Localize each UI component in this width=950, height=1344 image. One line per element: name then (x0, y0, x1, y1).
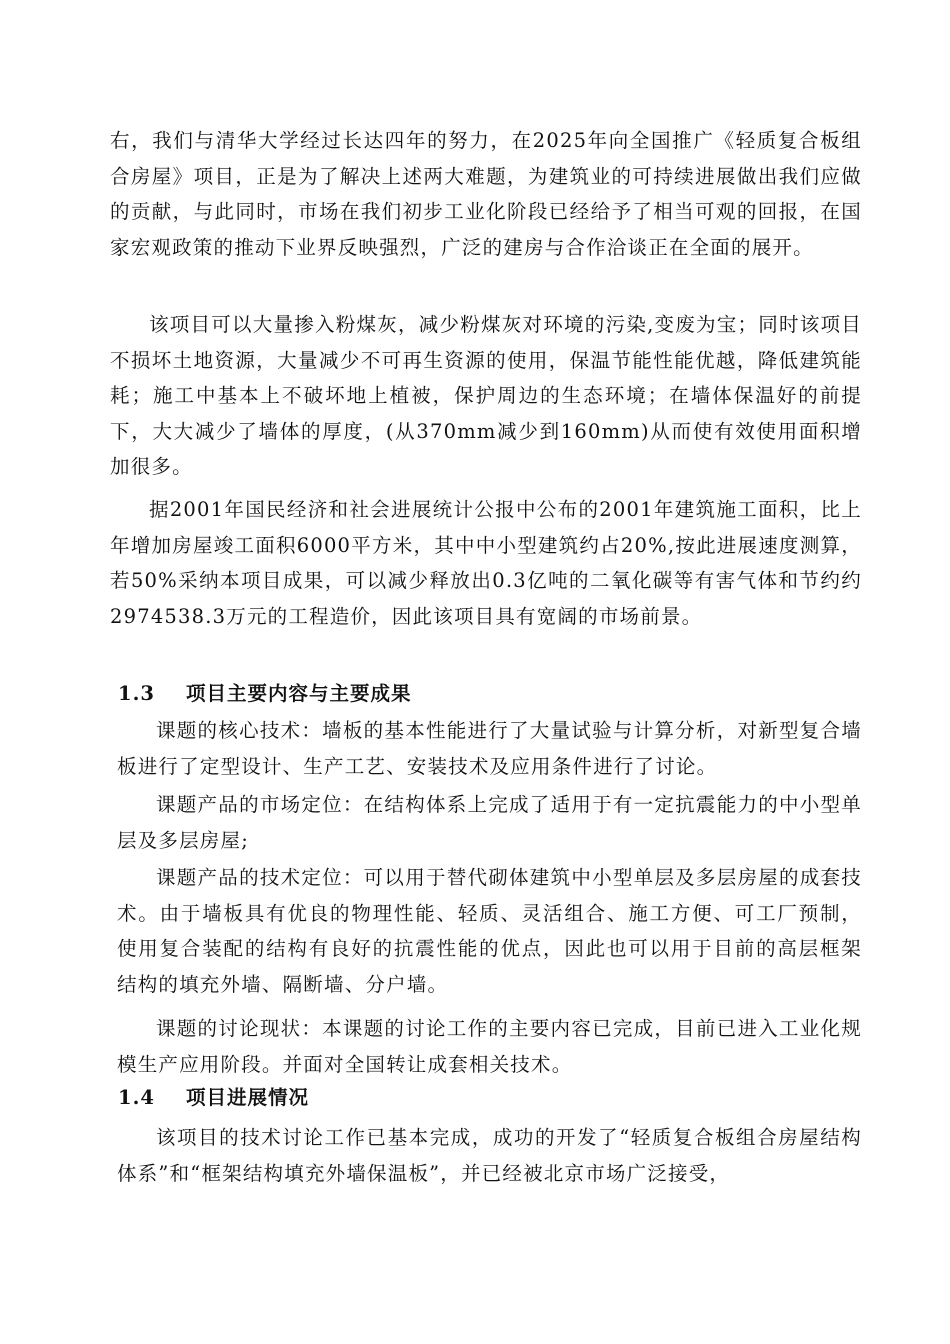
section-title: 项目进展情况 (186, 1086, 310, 1109)
paragraph-core-technology: 课题的核心技术：墙板的基本性能进行了大量试验与计算分析，对新型复合墙板进行了定型设计、生产工艺、安装技术及应用条件进行了讨论。 (117, 719, 862, 778)
section-number: 1.3 (118, 682, 155, 705)
section-number: 1.4 (118, 1086, 155, 1109)
paragraph-technical-positioning: 课题产品的技术定位：可以用于替代砌体建筑中小型单层及多层房屋的成套技术。由于墙板具有优良的物理性能、轻质、灵活组合、施工方便、可工厂预制，使用复合装配的结构有良好的抗震性能的优点，因此也可以用于目前的高层框架结构的填充外墙、隔断墙、分户墙。 (117, 866, 862, 996)
section-heading-1-3 (118, 679, 412, 709)
paragraph-environment: 该项目可以大量掺入粉煤灰，减少粉煤灰对环境的污染,变废为宝；同时该项目不损坏土地资源，大量减少不可再生资源的使用，保温节能性能优越，降低建筑能耗；施工中基本上不破坏地上植被，保护周边的生态环境；在墙体保温好的前提下，大大减少了墙体的厚度，(从370mm减少到160mm)从而使有效使用面积增加很多。 (110, 313, 862, 478)
section-title: 项目主要内容与主要成果 (186, 682, 412, 705)
paragraph-market-statistics: 据2001年国民经济和社会进展统计公报中公布的2001年建筑施工面积，比上年增加房屋竣工面积6000平方米，其中中小型建筑约占20%,按此进展速度测算，若50%采纳本项目成果，可以减少释放出0.3亿吨的二氧化碳等有害气体和节约约2974538.3万元的工程造价，因此该项目具有宽阔的市场前景。 (110, 498, 862, 628)
paragraph-continuation: 右，我们与清华大学经过长达四年的努力，在2025年向全国推广《轻质复合板组合房屋》项目，正是为了解决上述两大难题，为建筑业的可持续进展做出我们应做的贡献，与此同时，市场在我们初步工业化阶段已经给予了相当可观的回报，在国家宏观政策的推动下业界反映强烈，广泛的建房与合作洽谈正在全面的展开。 (110, 129, 862, 259)
paragraph-research-status: 课题的讨论现状：本课题的讨论工作的主要内容已完成，目前已进入工业化规模生产应用阶段。并面对全国转让成套相关技术。 (117, 1017, 862, 1076)
section-heading-1-4 (118, 1083, 309, 1113)
paragraph-progress: 该项目的技术讨论工作已基本完成，成功的开发了“轻质复合板组合房屋结构体系”和“框架结构填充外墙保温板”，并已经被北京市场广泛接受， (117, 1126, 862, 1185)
paragraph-market-positioning: 课题产品的市场定位：在结构体系上完成了适用于有一定抗震能力的中小型单层及多层房屋; (117, 793, 862, 852)
